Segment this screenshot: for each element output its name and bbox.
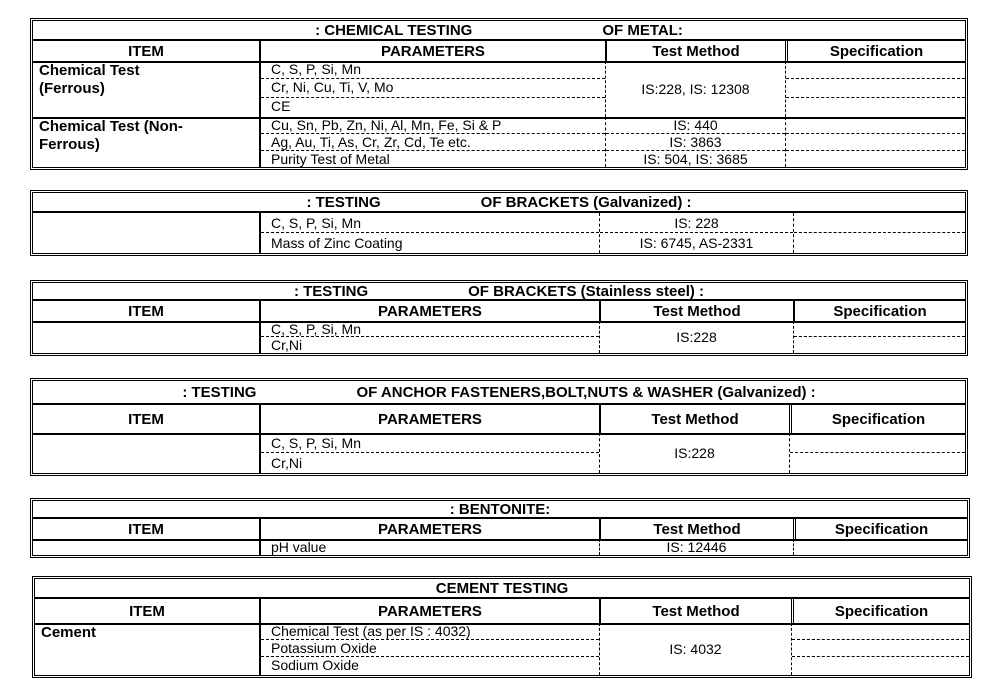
header-parameters: PARAMETERS [259, 301, 599, 321]
body-row [33, 433, 965, 473]
spec-cell [794, 213, 965, 233]
params-column [259, 117, 605, 167]
body-row [33, 539, 967, 555]
table-title-left: : CHEMICAL TESTING [315, 21, 473, 39]
header-specification: Specification [789, 405, 965, 433]
item-cell [33, 433, 259, 473]
header-test-method: Test Method [599, 301, 793, 321]
methods-column [599, 539, 793, 555]
test-method-cell: IS: 3863 [606, 134, 785, 151]
header-row [33, 41, 965, 63]
header-specification: Specification [785, 41, 965, 61]
param-row: pH value [271, 539, 327, 555]
test-method-cell: IS:228 [599, 433, 789, 473]
spec-cell [794, 321, 965, 337]
spec-cell [793, 539, 967, 555]
spec-column [793, 213, 965, 253]
params-column [259, 61, 605, 117]
spec-cell [792, 623, 969, 640]
param-row: C, S, P, Si, Mn [261, 321, 599, 337]
param-row: C, S, P, Si, Mn [261, 213, 599, 233]
param-row: CE [271, 98, 291, 114]
table-title-left: : TESTING [306, 193, 381, 211]
test-method-cell: IS: 4032 [599, 623, 791, 675]
body-row [33, 321, 965, 353]
header-item: ITEM [129, 602, 165, 620]
item-chemical-test-ferrous: Chemical Test (Ferrous) [39, 62, 140, 97]
group-non-ferrous [33, 117, 965, 167]
params-column [259, 623, 599, 675]
header-row [33, 301, 965, 323]
table-title [33, 381, 965, 405]
header-test-method: Test Method [599, 519, 793, 539]
spec-column [785, 61, 965, 117]
table-anchor-fasteners [30, 378, 968, 476]
header-parameters: PARAMETERS [259, 599, 599, 623]
header-parameters: PARAMETERS [259, 519, 599, 539]
header-test-method: Test Method [599, 599, 791, 623]
table-title [33, 501, 967, 519]
table-cement-testing [32, 576, 972, 678]
test-method-cell: IS: 228 [600, 213, 793, 233]
item-cell [33, 321, 259, 353]
param-row: Chemical Test (as per IS : 4032) [261, 623, 599, 640]
test-method-cell: IS: 12446 [666, 539, 727, 555]
table-title [33, 21, 965, 41]
param-row: Mass of Zinc Coating [271, 235, 403, 251]
item-cell [33, 213, 259, 253]
table-brackets-stainless [30, 280, 968, 356]
test-method-cell: IS: 6745, AS-2331 [639, 235, 754, 251]
header-test-method: Test Method [599, 405, 789, 433]
table-title-left: : TESTING [293, 282, 369, 300]
param-row: Potassium Oxide [261, 640, 599, 657]
header-row [33, 519, 967, 541]
item-chemical-test-non-ferrous: Chemical Test (Non- Ferrous) [39, 118, 183, 153]
spec-cell [792, 640, 969, 657]
body-row [33, 213, 965, 253]
param-row: C, S, P, Si, Mn [261, 61, 605, 79]
header-specification: Specification [791, 599, 969, 623]
test-method-cell: IS: 440 [606, 117, 785, 134]
item-cement: Cement [41, 624, 97, 641]
header-test-method: Test Method [605, 41, 785, 61]
params-column [259, 433, 599, 473]
spec-cell [786, 79, 965, 98]
param-row: Sodium Oxide [271, 657, 359, 673]
header-row [35, 599, 969, 625]
test-method-cell: IS: 504, IS: 3685 [643, 151, 748, 167]
spec-cell [786, 117, 965, 134]
header-parameters: PARAMETERS [259, 405, 599, 433]
params-column [259, 321, 599, 353]
table-chemical-testing-metal [30, 18, 968, 170]
header-specification: Specification [793, 301, 965, 321]
spec-cell [790, 433, 965, 453]
header-parameters: PARAMETERS [259, 41, 605, 61]
spec-column [785, 117, 965, 167]
table-title-right: OF BRACKETS (Stainless steel) : [468, 282, 705, 300]
param-row: C, S, P, Si, Mn [261, 433, 599, 453]
param-row: Cu, Sn, Pb, Zn, Ni, Al, Mn, Fe, Si & P [261, 117, 605, 134]
param-row: Cr,Ni [271, 337, 303, 353]
header-item: ITEM [128, 302, 164, 320]
body-row [35, 623, 969, 675]
spec-cell [786, 61, 965, 79]
header-row [33, 405, 965, 435]
table-title-right: OF BRACKETS (Galvanized) : [480, 193, 692, 211]
header-item: ITEM [128, 410, 164, 428]
params-column [259, 539, 599, 555]
param-row: Purity Test of Metal [271, 151, 390, 167]
table-title-right: OF ANCHOR FASTENERS,BOLT,NUTS & WASHER (Galvanized) : [356, 383, 816, 401]
spec-column [793, 321, 965, 353]
param-row: Cr, Ni, Cu, Ti, V, Mo [261, 79, 605, 98]
params-column [259, 213, 599, 253]
param-row: Ag, Au, Ti, As, Cr, Zr, Cd, Te etc. [261, 134, 605, 151]
header-item: ITEM [128, 520, 164, 538]
table-title-left: : TESTING [182, 383, 257, 401]
test-method-cell: IS:228, IS: 12308 [605, 61, 785, 117]
spec-column [789, 433, 965, 473]
test-method-cell: IS:228 [599, 321, 793, 353]
table-brackets-galvanized [30, 190, 968, 256]
methods-column [599, 213, 793, 253]
spec-column [791, 623, 969, 675]
group-ferrous [33, 61, 965, 119]
item-cell [33, 539, 259, 555]
header-item: ITEM [128, 42, 164, 60]
param-row: Cr,Ni [271, 455, 303, 471]
table-title-center: : BENTONITE: [449, 500, 551, 518]
table-title-center: CEMENT TESTING [435, 579, 569, 597]
table-title [35, 579, 969, 599]
header-specification: Specification [793, 519, 967, 539]
methods-column [605, 117, 785, 167]
table-title-right: OF METAL: [602, 21, 683, 39]
spec-cell [786, 134, 965, 151]
table-bentonite [30, 498, 970, 558]
table-title [33, 283, 965, 301]
table-title [33, 193, 965, 213]
